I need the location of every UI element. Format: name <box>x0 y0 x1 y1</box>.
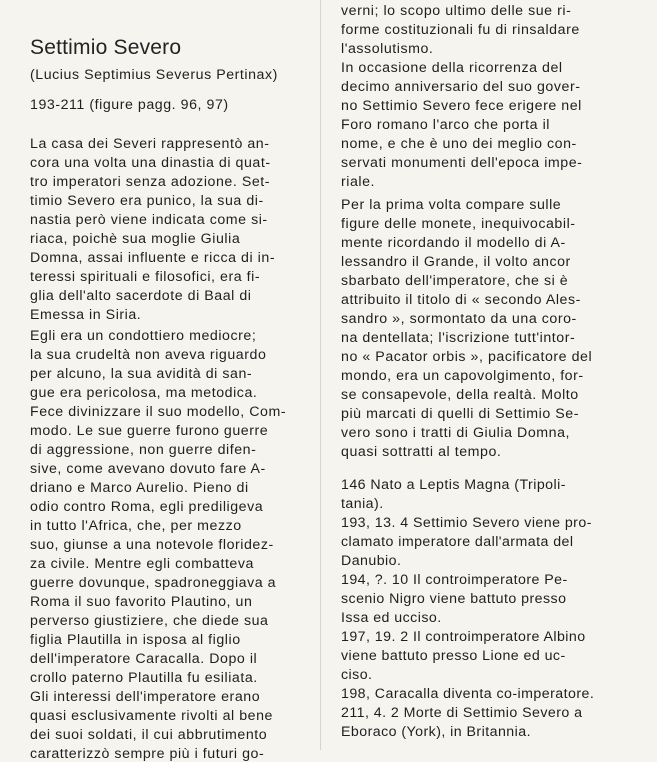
text-line: sbarbato dell'imperatore, che si è <box>341 273 569 289</box>
text-line: attribuito il titolo di « secondo Ales- <box>341 292 581 308</box>
text-line: crollo paterno Plautilla fu esiliata. <box>30 670 258 686</box>
text-line: La casa dei Severi rappresentò an- <box>30 136 270 152</box>
text-line: Egli era un condottiero mediocre; <box>30 328 257 344</box>
text-line: Fece divinizzare il suo modello, Com- <box>30 404 287 420</box>
text-line: odio contro Roma, egli prediligeva <box>30 499 264 515</box>
text-line: Foro romano l'arco che porta il <box>341 117 551 133</box>
timeline-line: Issa ed ucciso. <box>341 610 442 626</box>
text-line: dei suoi soldati, il cui abbrutimento <box>30 727 268 743</box>
timeline-line: 198, Caracalla diventa co-imperatore. <box>341 686 595 702</box>
timeline-line: 193, 13. 4 Settimio Severo viene pro- <box>341 515 592 531</box>
text-line: figure delle monete, inequivocabil- <box>341 216 576 232</box>
text-line: perverso giustiziere, che diede sua <box>30 613 269 629</box>
text-line: forme costituzionali fu di rinsaldare <box>341 22 580 38</box>
timeline-line: tania). <box>341 496 384 512</box>
text-line: quasi esclusivamente rivolti al bene <box>30 708 273 724</box>
timeline-line: Eboraco (York), in Britannia. <box>341 724 531 740</box>
text-line: za civile. Mentre egli combatteva <box>30 556 254 572</box>
text-line: nome, e che è uno dei meglio con- <box>341 136 577 152</box>
reign-dates: 193-211 (figure pagg. 96, 97) <box>30 97 229 113</box>
timeline-line: 211, 4. 2 Morte di Settimio Severo a <box>341 705 583 721</box>
text-line: no « Pacator orbis », pacificatore del <box>341 349 593 365</box>
timeline-line: clamato imperatore dall'armata del <box>341 534 574 550</box>
timeline-line: viene battuto presso Lione ed uc- <box>341 648 566 664</box>
text-line: riale. <box>341 174 376 190</box>
page-title: Settimio Severo <box>30 36 182 59</box>
text-line: Emessa in Siria. <box>30 307 142 323</box>
text-line: teressi spirituali e filosofici, era fi- <box>30 269 261 285</box>
subtitle: (Lucius Septimius Severus Pertinax) <box>30 67 278 83</box>
text-line: nastia però viene indicata come si- <box>30 212 268 228</box>
text-line: modo. Le sue guerre furono guerre <box>30 423 269 439</box>
text-line: servati monumenti dell'epoca impe- <box>341 155 583 171</box>
timeline-line: 197, 19. 2 Il controimperatore Albino <box>341 629 586 645</box>
column-divider <box>320 0 321 750</box>
text-line: In occasione della ricorrenza del <box>341 60 563 76</box>
timeline-line: ciso. <box>341 667 373 683</box>
text-line: Domna, assai influente e ricca di in- <box>30 250 276 266</box>
text-line: in tutto l'Africa, che, per mezzo <box>30 518 242 534</box>
text-line: verni; lo scopo ultimo delle sue ri- <box>341 3 572 19</box>
text-line: suo, giunse a una notevole floridez- <box>30 537 274 553</box>
text-line: figlia Plautilla in isposa al figlio <box>30 632 241 648</box>
text-line: cora una volta una dinastia di quat- <box>30 155 271 171</box>
text-line: la sua crudeltà non aveva riguardo <box>30 347 267 363</box>
text-line: Roma il suo favorito Plautino, un <box>30 594 253 610</box>
text-line: mente ricordando il modello di A- <box>341 235 566 251</box>
text-line: se consapevole, della realtà. Molto <box>341 387 579 403</box>
text-line: vero sono i tratti di Giulia Domna, <box>341 425 571 441</box>
timeline-line: 146 Nato a Leptis Magna (Tripoli- <box>341 477 566 493</box>
text-line: di aggressione, non guerre difen- <box>30 442 257 458</box>
text-line: riaca, poichè sua moglie Giulia <box>30 231 241 247</box>
text-line: Gli interessi dell'imperatore erano <box>30 689 261 705</box>
text-line: l'assolutismo. <box>341 41 434 57</box>
timeline-line: scenio Nigro viene battuto presso <box>341 591 567 607</box>
text-line: guerre dovunque, spadroneggiava a <box>30 575 277 591</box>
text-line: dell'imperatore Caracalla. Dopo il <box>30 651 258 667</box>
timeline-line: Danubio. <box>341 553 402 569</box>
text-line: timio Severo era punico, la sua di- <box>30 193 264 209</box>
text-line: più marcati di quelli di Settimio Se- <box>341 406 579 422</box>
text-line: driano e Marco Aurelio. Pieno di <box>30 480 249 496</box>
text-line: tro imperatori senza adozione. Set- <box>30 174 271 190</box>
text-line: gue era pericolosa, ma metodica. <box>30 385 258 401</box>
text-line: lessandro il Grande, il volto ancor <box>341 254 571 270</box>
text-line: mondo, era un capovolgimento, for- <box>341 368 584 384</box>
text-line: Per la prima volta compare sulle <box>341 197 562 213</box>
timeline-line: 194, ?. 10 Il controimperatore Pe- <box>341 572 568 588</box>
text-line: caratterizzò sempre più i futuri go- <box>30 746 265 762</box>
text-line: no Settimio Severo fece erigere nel <box>341 98 582 114</box>
text-line: per alcuno, la sua avidità di san- <box>30 366 253 382</box>
text-line: na dentellata; l'iscrizione tutt'intor- <box>341 330 576 346</box>
text-line: sive, come avevano dovuto fare A- <box>30 461 266 477</box>
text-line: glia dell'alto sacerdote di Baal di <box>30 288 252 304</box>
text-line: quasi sottratti al tempo. <box>341 444 502 460</box>
text-line: decimo anniversario del suo gover- <box>341 79 581 95</box>
text-line: sandro », sormontato da una coro- <box>341 311 577 327</box>
